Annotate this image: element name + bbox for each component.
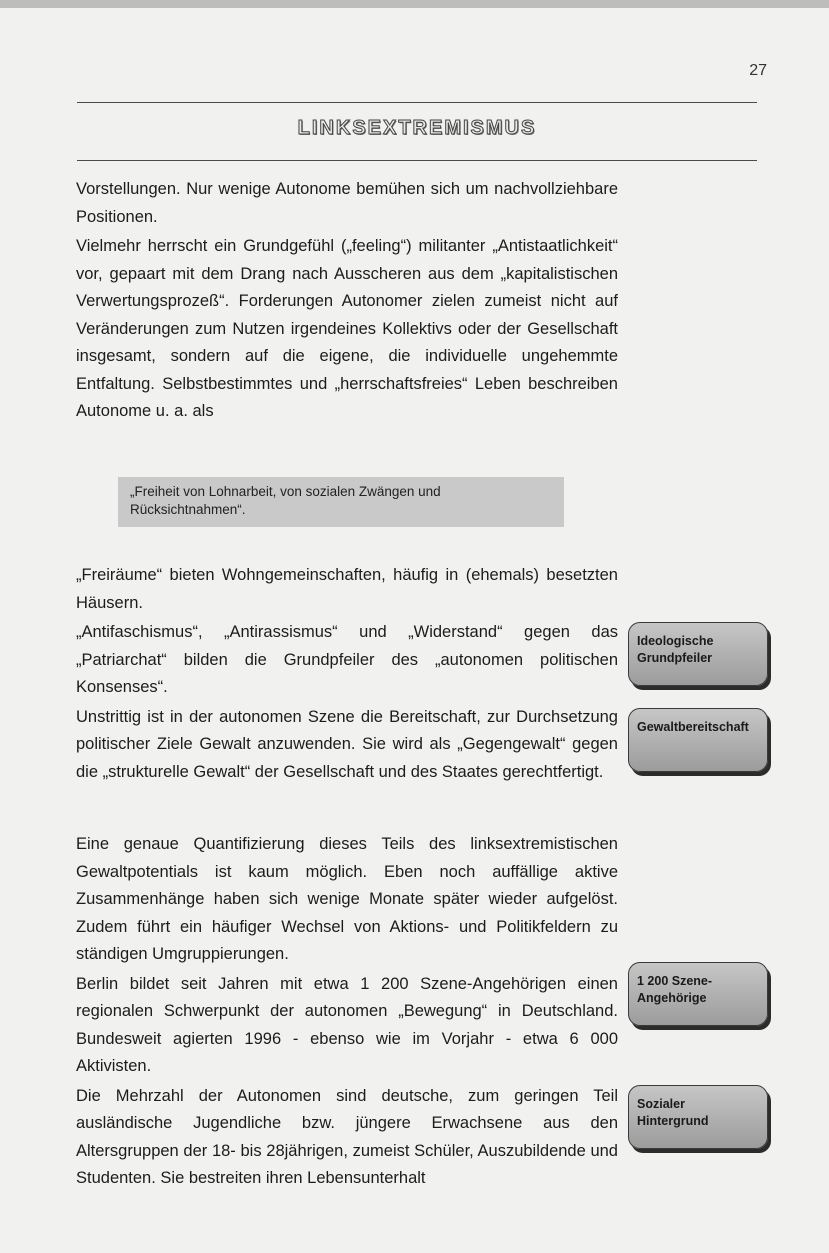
quote-box: „Freiheit von Lohnarbeit, von sozialen Zwängen und Rücksichtnahmen“. [118, 477, 564, 527]
margin-tag-szene-angehoerige: 1 200 Szene-Angehörige [628, 962, 768, 1026]
paragraph: Unstrittig ist in der autonomen Szene die Bereitschaft, zur Durchsetzung politischer Ziele Gewalt anzuwenden. Sie wird als „Gegengewalt“ gegen die „strukturelle Gewalt“ der Gesellschaft und des Staates gerechtfertigt. [76, 707, 618, 781]
running-head: LINKSEXTREMISMUS [297, 117, 537, 139]
paragraph: „Antifaschismus“, „Antirassismus“ und „Widerstand“ gegen das „Patriarchat“ bilden die Grundpfeiler des „autonomen politischen Konsenses“. [76, 623, 618, 696]
text-block-2 [76, 562, 618, 786]
paragraph: Die Mehrzahl der Autonomen sind deutsche, zum geringen Teil ausländische Jugendliche bzw. jüngere Erwachsene aus den Altersgruppen der 18- bis 28jährigen, zumeist Schüler, Auszubildende und Studenten. Sie bestreiten ihren Lebensunterhalt [76, 1086, 618, 1187]
text-block-3 [76, 831, 618, 1193]
margin-tag-sozialer-hintergrund: Sozialer Hintergrund [628, 1085, 768, 1149]
margin-tag-gewaltbereitschaft: Gewaltbereitschaft [628, 708, 768, 772]
paragraph: Vielmehr herrscht ein Grundgefühl („feeling“) militanter „Antistaatlichkeit“ vor, gepaart mit dem Drang nach Ausscheren aus dem „kapitalistischen Verwertungsprozeß“. Forderungen Autonomer zielen zumeist nicht auf Veränderungen zum Nutzen irgendeines Kollektivs oder der Gesellschaft insgesamt, sondern auf die eigene, die individuelle ungehemmte Entfaltung. Selbstbestimmtes und „herrschaftsfreies“ Leben beschreiben Autonome u. a. als [76, 237, 618, 420]
text-block-1 [76, 176, 618, 426]
paragraph: Vorstellungen. Nur wenige Autonome bemühen sich um nachvollziehbare Positionen. [76, 180, 618, 226]
paragraph: „Freiräume“ bieten Wohngemeinschaften, häufig in (ehemals) besetzten Häusern. [76, 566, 618, 612]
page-top-band [0, 0, 829, 8]
margin-tag-ideologische-grundpfeiler: Ideologische Grundpfeiler [628, 622, 768, 686]
page-number: 27 [749, 62, 767, 79]
header-rule-bottom [77, 160, 757, 161]
paragraph: Berlin bildet seit Jahren mit etwa 1 200 Szene-Angehörigen einen regionalen Schwerpunkt der autonomen „Bewegung“ in Deutschland. Bundesweit agierten 1996 - ebenso wie im Vorjahr - etwa 6 000 Aktivisten. [76, 974, 618, 1075]
paragraph: Eine genaue Quantifizierung dieses Teils des linksextremistischen Gewaltpotentials ist kaum möglich. Eben noch auffällige aktive Zusammenhänge haben sich wenige Monate später wieder aufgelöst. Zudem führt ein häufiger Wechsel von Aktions- und Politikfeldern zu ständigen Umgruppierungen. [76, 835, 618, 963]
header-rule-top [77, 102, 757, 103]
